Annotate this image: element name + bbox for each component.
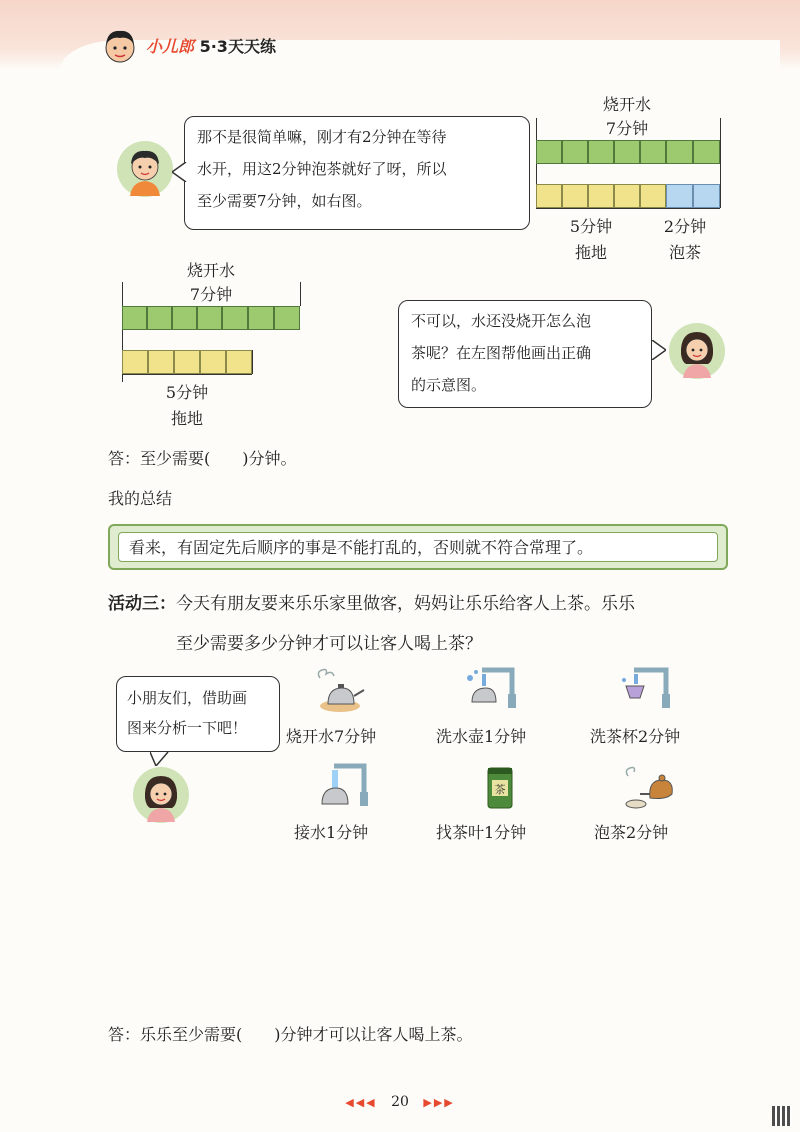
summary-text: 看来，有固定先后顺序的事是不能打乱的，否则就不符合常理了。 xyxy=(118,532,718,562)
washing-kettle-icon xyxy=(462,666,522,714)
task-label: 泡茶2分钟 xyxy=(594,823,669,842)
bubble-line: 的示意图。 xyxy=(411,376,487,394)
task-label: 找茶叶1分钟 xyxy=(436,823,527,842)
bubble-tail xyxy=(650,340,666,360)
right-diagram-tea-task: 泡茶 xyxy=(668,243,701,262)
activity-line-1: 今天有朋友要来乐乐家里做客，妈妈让乐乐给客人上茶。乐乐 xyxy=(176,594,635,614)
filling-water-icon xyxy=(314,762,374,810)
bubble-tail xyxy=(150,750,170,766)
girl-avatar xyxy=(668,322,726,380)
helper-speech-bubble xyxy=(116,676,280,752)
bubble-line: 茶呢？在左图帮他画出正确 xyxy=(411,344,592,362)
activity-line-2: 至少需要多少分钟才可以让客人喝上茶？ xyxy=(176,634,482,654)
series-name: 5·3天天练 xyxy=(199,37,276,56)
girl-helper-avatar xyxy=(132,766,190,824)
left-diagram-green-bar xyxy=(122,306,300,330)
boy-avatar xyxy=(116,140,174,198)
answer-line-1: 答：至少需要( )分钟。 xyxy=(108,449,297,468)
right-diagram-top-label: 烧开水 xyxy=(602,95,651,114)
right-diagram-green-bar xyxy=(536,140,720,164)
right-diagram-top-minutes: 7分钟 xyxy=(605,119,649,138)
left-arrows-icon: ◀◀◀ xyxy=(345,1096,377,1109)
left-diagram-top-minutes: 7分钟 xyxy=(189,285,233,304)
right-diagram-tea-minutes: 2分钟 xyxy=(663,217,707,236)
bubble-line: 图来分析一下吧！ xyxy=(127,719,248,737)
right-diagram-tick xyxy=(720,118,721,208)
bubble-tail xyxy=(172,162,188,182)
left-diagram-yellow-bar xyxy=(122,350,252,374)
right-diagram-split-bar xyxy=(536,184,720,208)
bubble-line: 至少需要7分钟，如右图。 xyxy=(197,192,372,210)
bubble-line: 那不是很简单嘛，刚才有2分钟在等待 xyxy=(197,128,447,146)
answer-line-2: 答：乐乐至少需要( )分钟才可以让客人喝上茶。 xyxy=(108,1025,473,1044)
task-label: 洗茶杯2分钟 xyxy=(590,727,681,746)
right-arrows-icon: ▶▶▶ xyxy=(423,1096,455,1109)
bubble-line: 小朋友们，借助画 xyxy=(127,689,248,707)
teapot-icon xyxy=(620,764,680,812)
right-diagram-bracket xyxy=(536,208,720,209)
left-diagram-bracket xyxy=(122,374,252,375)
left-diagram-top-label: 烧开水 xyxy=(186,261,235,280)
qr-code-icon xyxy=(772,1106,792,1126)
tea-can-char: 茶 xyxy=(494,783,506,796)
page-footer xyxy=(0,1094,800,1110)
task-label: 烧开水7分钟 xyxy=(286,727,377,746)
bubble-line: 不可以，水还没烧开怎么泡 xyxy=(411,312,592,330)
summary-box xyxy=(108,524,728,570)
left-diagram-tick xyxy=(252,350,253,374)
washing-cup-icon xyxy=(618,666,678,714)
boy-speech-bubble xyxy=(184,116,530,230)
summary-title: 我的总结 xyxy=(108,489,173,508)
left-diagram-mop-task: 拖地 xyxy=(170,409,203,428)
page-number: 20 xyxy=(391,1094,409,1110)
boiling-kettle-icon xyxy=(310,668,370,716)
brand-name: 小儿郎 xyxy=(146,37,195,56)
left-diagram-mop-minutes: 5分钟 xyxy=(165,383,209,402)
book-series-title xyxy=(146,34,276,57)
left-diagram-tick xyxy=(300,282,301,306)
activity-question xyxy=(108,584,768,664)
right-diagram-mop-minutes: 5分钟 xyxy=(569,217,613,236)
activity-heading: 活动三： xyxy=(108,594,176,614)
girl-speech-bubble xyxy=(398,300,652,408)
task-label: 接水1分钟 xyxy=(294,823,369,842)
mascot-logo-icon xyxy=(100,26,140,66)
right-diagram-mop-task: 拖地 xyxy=(574,243,607,262)
bubble-line: 水开，用这2分钟泡茶就好了呀，所以 xyxy=(197,160,447,178)
tea-can-icon xyxy=(470,764,530,812)
task-label: 洗水壶1分钟 xyxy=(436,727,527,746)
